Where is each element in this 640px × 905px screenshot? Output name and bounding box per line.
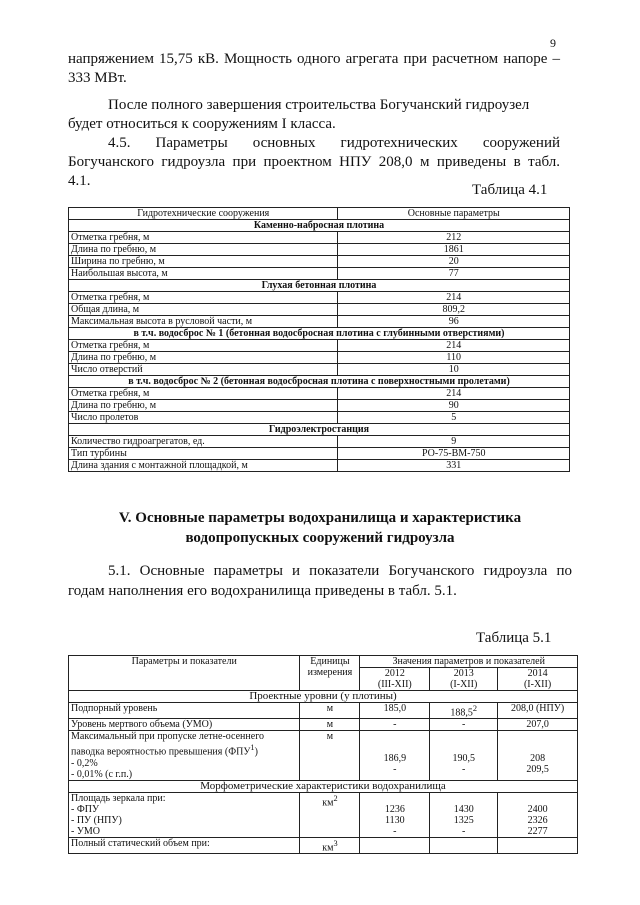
t51-section-design-levels <box>69 691 578 703</box>
t41-param-value: 9 <box>338 436 570 448</box>
t41-param-name: Отметка гребня, м <box>69 232 338 244</box>
table-4-1-body <box>69 208 570 472</box>
t41-section-title: Гидроэлектростанция <box>69 424 570 436</box>
t51-year-2013: 2013 (I-XII) <box>430 668 498 691</box>
t41-param-value: 809,2 <box>338 304 570 316</box>
t51-r2-v1: - <box>360 719 430 731</box>
table-4-1-row <box>69 340 570 352</box>
t41-param-name: Общая длина, м <box>69 304 338 316</box>
t41-param-name: Отметка гребня, м <box>69 340 338 352</box>
t51-section-2: Морфометрические характеристики водохранилища <box>69 780 578 792</box>
t41-header-params: Основные параметры <box>338 208 570 220</box>
table-4-1-section-row <box>69 220 570 232</box>
t41-param-value: 96 <box>338 316 570 328</box>
t41-param-value: 110 <box>338 352 570 364</box>
table-4-1-row <box>69 316 570 328</box>
t51-r2-v3: 207,0 <box>498 719 578 731</box>
t41-param-value: 214 <box>338 292 570 304</box>
t41-param-name: Отметка гребня, м <box>69 292 338 304</box>
t51-r4-v1: 1236 1130 - <box>360 792 430 837</box>
t41-param-value: 1861 <box>338 244 570 256</box>
t51-r5-v2 <box>430 837 498 853</box>
table-4-1-row <box>69 388 570 400</box>
t51-section-morphometry <box>69 780 578 792</box>
t51-r5-v3 <box>498 837 578 853</box>
t51-r3-unit: м <box>300 731 360 780</box>
section5-title-line-1: V. Основные параметры водохранилища и характеристика <box>118 510 522 526</box>
intro-p2-text: После полного завершения строительства Богучанский гидроузел <box>108 97 530 113</box>
t51-year-2014: 2014 (I-XII) <box>498 668 578 691</box>
t51-r5-unit: $км^3$ <box>300 837 360 853</box>
table-4-1-row <box>69 412 570 424</box>
section5-para-line-1: 5.1. Основные параметры и показатели Богучанского гидроузла по <box>108 563 572 579</box>
intro-p3-line-1: 4.5. Параметры основных гидротехнических сооружений <box>108 135 560 151</box>
t41-param-name: Наибольшая высота, м <box>69 268 338 280</box>
table-4-1-row <box>69 304 570 316</box>
t41-param-value: 77 <box>338 268 570 280</box>
t41-section-title: Глухая бетонная плотина <box>69 280 570 292</box>
t41-param-value: 5 <box>338 412 570 424</box>
t51-header-params: Параметры и показатели <box>69 656 300 691</box>
t51-r1-v2: 188,5$^2$ <box>430 703 498 719</box>
t41-param-name: Тип турбины <box>69 448 338 460</box>
t41-param-value: 331 <box>338 460 570 472</box>
t51-r5-v1 <box>360 837 430 853</box>
table-4-1-section-row <box>69 424 570 436</box>
table41-caption: Таблица 4.1 <box>472 182 548 198</box>
intro-p3-line-2: Богучанского гидроузла при проектном НПУ 208,0 м приведены в табл. <box>68 154 560 170</box>
table-4-1-row <box>69 232 570 244</box>
t51-section-1: Проектные уровни (у плотины) <box>69 691 578 703</box>
t51-r3-name: Максимальный при пропуске летне-осеннего паводка вероятностью превышения (ФПУ$^1$) - 0,2% - 0,01% (с г.п.) <box>69 731 300 780</box>
table-5-1 <box>68 655 578 854</box>
t51-r2-v2: - <box>430 719 498 731</box>
t51-r1-unit: м <box>300 703 360 719</box>
t41-section-title: Каменно-набросная плотина <box>69 220 570 232</box>
t41-param-name: Количество гидроагрегатов, ед. <box>69 436 338 448</box>
t41-param-value: 90 <box>338 400 570 412</box>
intro-p2-line-1 <box>68 96 560 115</box>
t41-param-name: Отметка гребня, м <box>69 388 338 400</box>
table-4-1-row <box>69 292 570 304</box>
table-4-1-row <box>69 352 570 364</box>
intro-p3-line-3: 4.1. <box>68 173 91 189</box>
t51-r1-v1: 185,0 <box>360 703 430 719</box>
table-4-1-section-row <box>69 376 570 388</box>
t41-param-value: 214 <box>338 388 570 400</box>
t51-r4-v3: 2400 2326 2277 <box>498 792 578 837</box>
t51-header-row-1 <box>69 656 578 668</box>
t51-row-static-volume <box>69 837 578 853</box>
t41-param-name: Число пролетов <box>69 412 338 424</box>
table-4-1 <box>68 207 570 472</box>
table-4-1-row <box>69 244 570 256</box>
t41-section-title: в т.ч. водосброс № 1 (бетонная водосбросная плотина с глубинными отверстиями) <box>69 328 570 340</box>
t41-param-value: 20 <box>338 256 570 268</box>
t41-param-name: Ширина по гребню, м <box>69 256 338 268</box>
table-4-1-section-row <box>69 280 570 292</box>
t51-r3-v1: 186,9 - <box>360 731 430 780</box>
t41-param-name: Число отверстий <box>69 364 338 376</box>
table51-caption: Таблица 5.1 <box>476 630 552 646</box>
t41-section-title: в т.ч. водосброс № 2 (бетонная водосбросная плотина с поверхностными пролетами) <box>69 376 570 388</box>
t51-r3-v2: 190,5 - <box>430 731 498 780</box>
table-4-1-row <box>69 400 570 412</box>
table-4-1-section-row <box>69 328 570 340</box>
t41-param-value: РО-75-ВМ-750 <box>338 448 570 460</box>
t51-r4-unit: $км^2$ <box>300 792 360 837</box>
t51-r2-name: Уровень мертвого объема (УМО) <box>69 719 300 731</box>
table-4-1-row <box>69 268 570 280</box>
table-4-1-row <box>69 448 570 460</box>
intro-line-2: 333 МВт. <box>68 70 127 86</box>
t41-param-name: Длина здания с монтажной площадкой, м <box>69 460 338 472</box>
t41-param-name: Длина по гребню, м <box>69 400 338 412</box>
table-4-1-header <box>69 208 570 220</box>
t51-r4-name: Площадь зеркала при: - ФПУ - ПУ (НПУ) - УМО <box>69 792 300 837</box>
t51-row-surface-area <box>69 792 578 837</box>
t51-r1-name: Подпорный уровень <box>69 703 300 719</box>
t51-row-max-flood <box>69 731 578 780</box>
table-4-1-row <box>69 364 570 376</box>
t51-header-values: Значения параметров и показателей <box>360 656 578 668</box>
section5-para-line-2: годам наполнения его водохранилища приведены в табл. 5.1. <box>68 583 457 599</box>
t51-header-units: Единицы измерения <box>300 656 360 691</box>
page-number: 9 <box>550 36 556 50</box>
t51-year-2012: 2012 (III-XII) <box>360 668 430 691</box>
t51-r1-v3: 208,0 (НПУ) <box>498 703 578 719</box>
t41-header-structures: Гидротехнические сооружения <box>69 208 338 220</box>
t41-param-name: Длина по гребню, м <box>69 244 338 256</box>
table-4-1-row <box>69 460 570 472</box>
intro-line-1: напряжением 15,75 кВ. Мощность одного агрегата при расчетном напоре – <box>68 51 560 67</box>
t41-param-value: 212 <box>338 232 570 244</box>
t51-r5-name: Полный статический объем при: <box>69 837 300 853</box>
intro-p2-line-2: будет относиться к сооружениям I класса. <box>68 116 336 132</box>
t51-row-retaining-level <box>69 703 578 719</box>
t41-param-value: 214 <box>338 340 570 352</box>
section5-title-line-2: водопропускных сооружений гидроузла <box>185 530 455 546</box>
t51-r2-unit: м <box>300 719 360 731</box>
t51-r4-v2: 1430 1325 - <box>430 792 498 837</box>
t41-param-name: Максимальная высота в русловой части, м <box>69 316 338 328</box>
t51-row-dead-volume <box>69 719 578 731</box>
table-4-1-row <box>69 436 570 448</box>
t51-r3-v3: 208 209,5 <box>498 731 578 780</box>
table-4-1-row <box>69 256 570 268</box>
t41-param-value: 10 <box>338 364 570 376</box>
t41-param-name: Длина по гребню, м <box>69 352 338 364</box>
